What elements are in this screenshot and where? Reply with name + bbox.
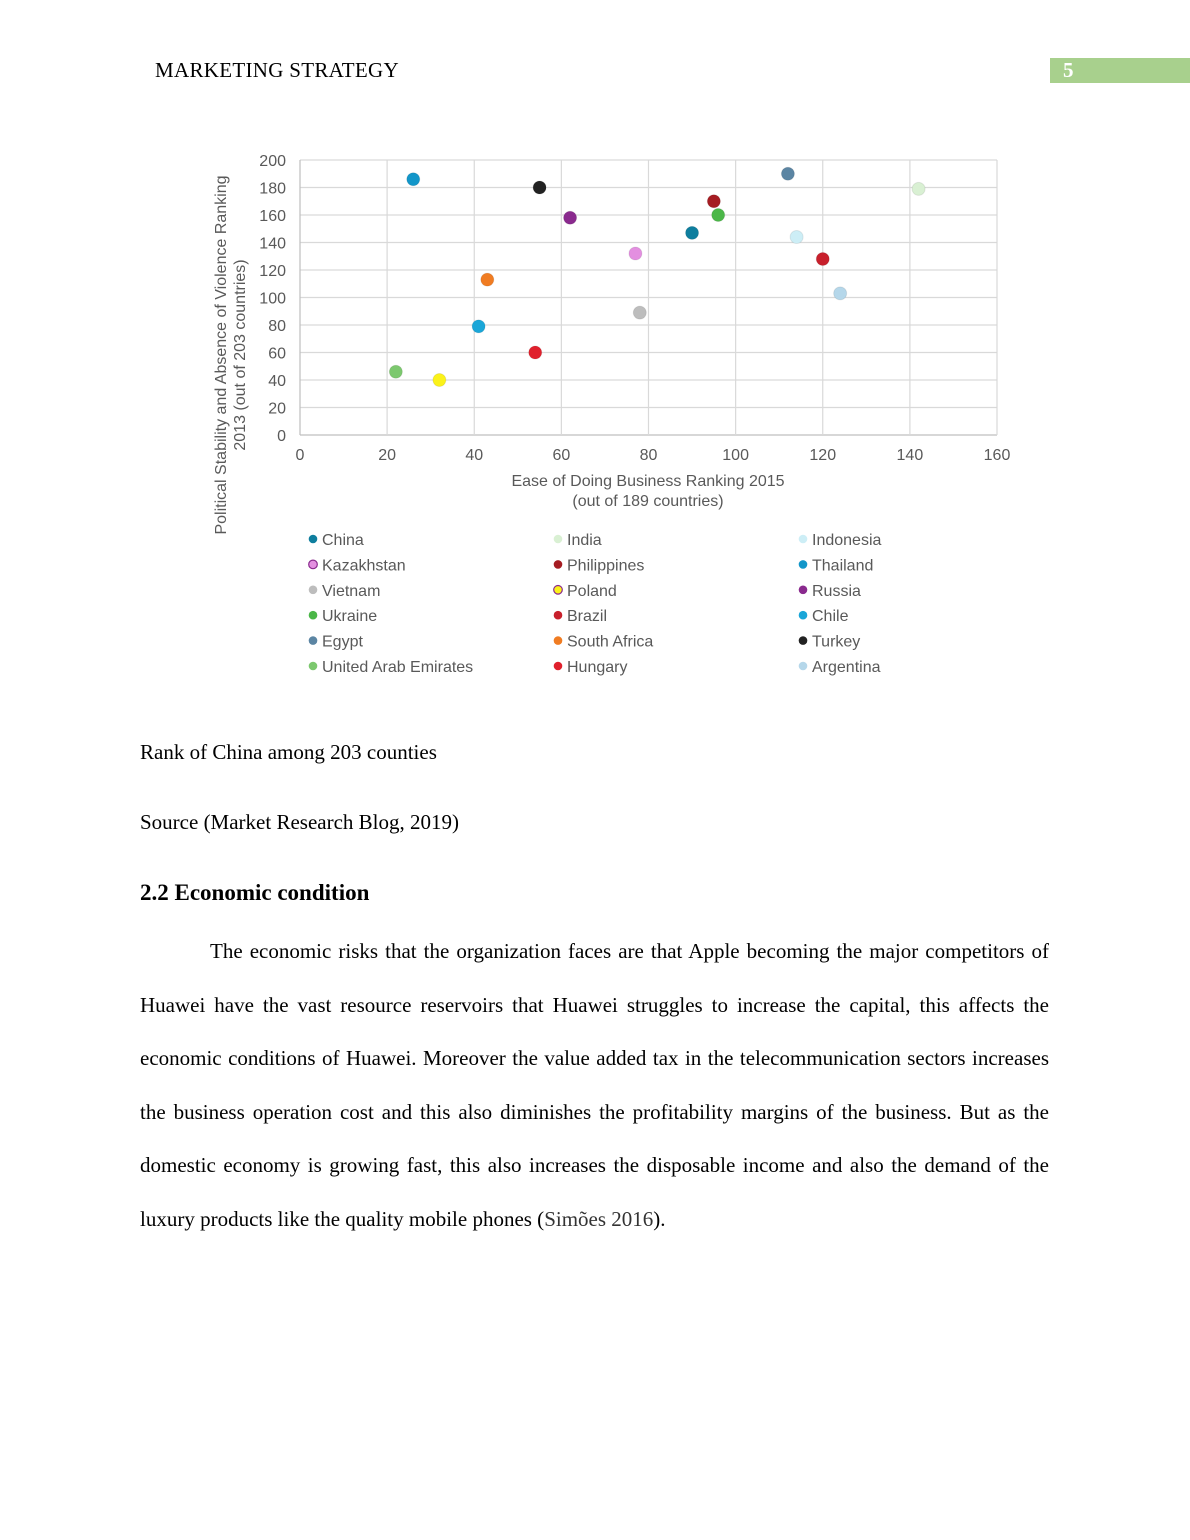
y-tick-label: 80 [268,318,286,335]
y-axis-label [213,175,249,534]
scatter-chart [200,140,1030,690]
paragraph-end: ). [653,1206,666,1231]
y-tick-label: 40 [268,373,286,390]
x-axis-label-line: Ease of Doing Business Ranking 2015 [511,473,785,490]
x-tick-label: 60 [552,447,571,464]
legend-label: India [567,532,602,549]
legend-marker [554,560,563,569]
data-point-russia [564,211,577,224]
legend-label: Egypt [322,633,363,651]
paragraph-text: The economic risks that the organization faces are that Apple becoming the major competitors of Huawei have the vast resource reservoirs that Huawei struggles to increase the capital, this affects the economic conditions of Huawei. Moreover the value added tax in the telecommunication sectors increases the business operation cost and this also diminishes the profitability margins of the business. But as the domestic economy is growing fast, this also increases the disposable income and also the demand of the luxury products like the quality mobile phones ( [140,939,1049,1231]
legend-marker [799,586,808,595]
x-tick-labels [296,447,1011,464]
running-head: MARKETING STRATEGY [155,58,399,82]
legend-marker [309,586,318,595]
legend-marker [799,560,808,569]
legend-label: Argentina [812,659,881,676]
legend-label: Turkey [812,633,861,651]
x-tick-label: 100 [722,447,749,464]
y-tick-label: 100 [259,290,286,308]
page-number: 5 [1063,58,1074,82]
legend-label: Hungary [567,659,628,676]
x-tick-label: 160 [983,447,1011,464]
y-tick-label: 160 [259,208,286,225]
body-paragraph [140,925,1049,1247]
data-point-thailand [407,173,420,186]
legend-label: Ukraine [322,608,378,626]
x-tick-label: 140 [896,447,924,464]
x-axis-label-line: (out of 189 countries) [572,493,724,510]
legend-label: Brazil [567,608,608,626]
legend-label: Indonesia [812,532,882,549]
legend-label: Philippines [567,557,645,575]
data-point-turkey [533,181,546,194]
legend [309,532,882,676]
y-tick-label: 20 [268,400,286,418]
legend-marker [309,611,318,620]
data-point-south-africa [481,273,494,286]
figure-caption: Rank of China among 203 counties [140,740,437,764]
x-tick-label: 0 [295,447,305,464]
legend-label: China [322,532,364,549]
legend-label: South Africa [567,633,654,651]
y-tick-labels [259,153,286,445]
legend-marker [554,611,563,620]
legend-marker [799,611,808,620]
x-axis-label [511,473,784,510]
data-point-brazil [816,253,829,266]
data-point-poland [433,374,446,387]
legend-marker [799,535,808,544]
chart-grid [300,160,997,435]
legend-label: Vietnam [322,582,381,600]
legend-marker [309,535,318,544]
section-heading: 2.2 Economic condition [140,880,370,905]
legend-marker [799,636,808,645]
legend-label: Poland [567,582,617,600]
y-tick-label: 180 [259,180,286,198]
legend-marker [554,535,563,544]
y-tick-label: 200 [259,153,286,170]
legend-label: Thailand [812,557,874,575]
legend-marker [799,662,808,671]
data-point-indonesia [790,231,803,244]
y-tick-label: 60 [268,345,286,363]
legend-marker [309,636,318,645]
data-point-chile [472,320,485,333]
y-tick-label: 140 [259,235,286,253]
y-tick-label: 0 [277,428,286,445]
data-point-argentina [834,287,847,300]
x-tick-label: 20 [378,447,397,464]
data-point-kazakhstan [629,247,642,260]
data-point-china [686,226,699,239]
data-point-egypt [781,167,794,180]
page-number-bar [1050,58,1190,83]
data-points [389,167,925,386]
legend-marker [554,662,563,671]
data-point-india [912,182,925,195]
y-axis-label-line: Political Stability and Absence of Violence Ranking [213,175,230,535]
y-axis-label-line: 2013 (out of 203 countries) [232,259,249,451]
legend-label: Chile [812,608,849,626]
data-point-hungary [529,346,542,359]
legend-marker [554,586,563,595]
citation: Simões 2016 [544,1206,654,1231]
x-tick-label: 80 [639,447,658,464]
legend-label: United Arab Emirates [322,659,474,676]
data-point-united-arab-emirates [389,365,402,378]
x-tick-label: 120 [809,447,837,464]
legend-marker [309,560,318,569]
legend-marker [554,636,563,645]
legend-label: Kazakhstan [322,557,406,575]
legend-marker [309,662,318,671]
x-tick-label: 40 [465,447,484,464]
y-tick-label: 120 [259,263,286,280]
figure-source: Source (Market Research Blog, 2019) [140,810,459,834]
data-point-vietnam [633,306,646,319]
legend-label: Russia [812,582,861,600]
data-point-ukraine [712,209,725,222]
data-point-philippines [707,195,720,208]
